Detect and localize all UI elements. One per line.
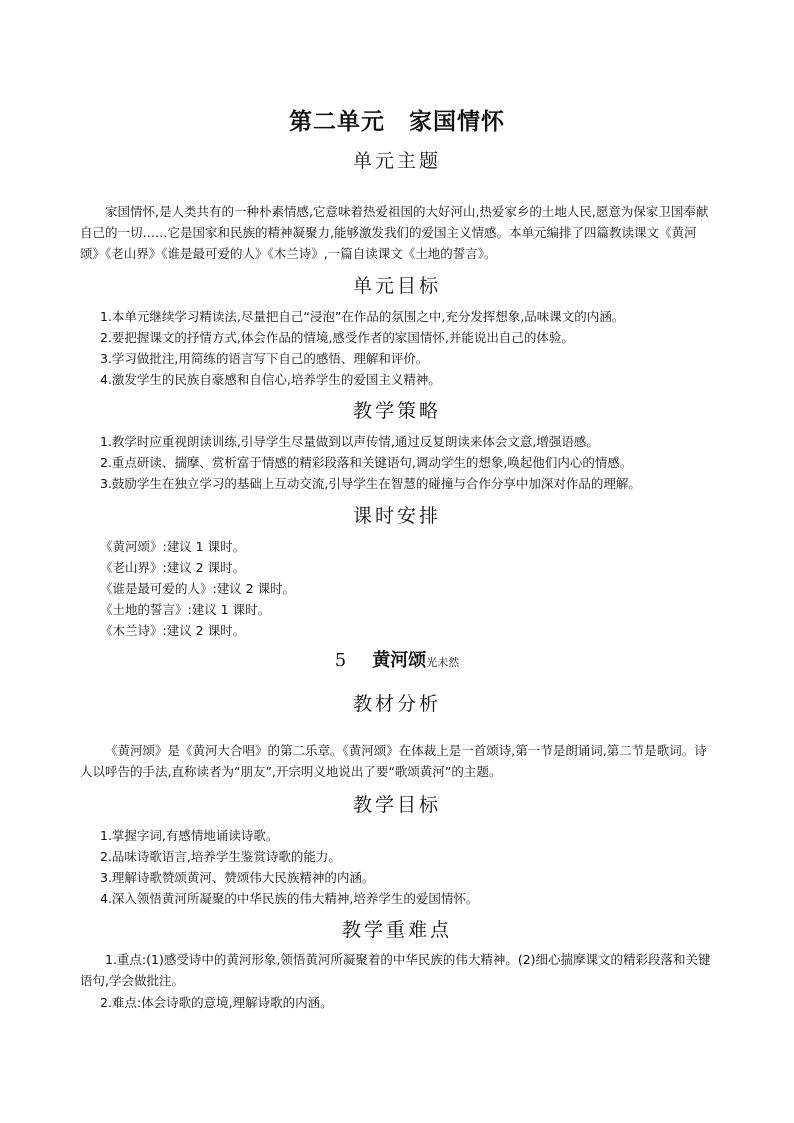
unit-theme-paragraph: 家国情怀,是人类共有的一种朴素情感,它意味着热爱祖国的大好河山,热爱家乡的土地人民,愿意为保家卫国奉献自己的一切……它是国家和民族的精神凝聚力,能够激发我们的爱国主义情感。本单元编排了四篇教读课文《黄河颂》《老山界》《谁是最可爱的人》《木兰诗》,一篇自读课文《土地的誓言》。 bbox=[80, 204, 709, 261]
strategy-item: 1.教学时应重视朗读训练,引导学生尽量做到以声传情,通过反复朗读来体会文意,增强语感。 bbox=[100, 434, 599, 449]
heading-teaching-strategy: 教学策略 bbox=[352, 400, 441, 422]
teaching-goal-item: 2.品味诗歌语言,培养学生鉴赏诗歌的能力。 bbox=[100, 849, 341, 864]
heading-schedule: 课时安排 bbox=[352, 505, 441, 527]
unit-title: 第二单元 家国情怀 bbox=[289, 109, 505, 135]
schedule-item: 《谁是最可爱的人》:建议 2 课时。 bbox=[100, 581, 296, 596]
teaching-goal-item: 1.掌握字词,有感情地诵读诗歌。 bbox=[100, 828, 279, 843]
unit-goal-item: 2.要把握课文的抒情方式,体会作品的情境,感受作者的家国情怀,并能说出自己的体验。 bbox=[100, 330, 574, 345]
heading-unit-goals: 单元目标 bbox=[352, 275, 441, 297]
lesson-author: 光未然 bbox=[426, 656, 460, 669]
heading-teaching-goals: 教学目标 bbox=[352, 794, 441, 816]
unit-goal-item: 4.激发学生的民族自豪感和自信心,培养学生的爱国主义精神。 bbox=[100, 372, 441, 387]
strategy-item: 2.重点研读、揣摩、赏析富于情感的精彩段落和关键语句,调动学生的想象,唤起他们内心的情感。 bbox=[100, 455, 633, 470]
schedule-item: 《黄河颂》:建议 1 课时。 bbox=[100, 539, 246, 554]
heading-key-difficult-points: 教学重难点 bbox=[341, 919, 452, 941]
lesson-title: 黄河颂 bbox=[372, 650, 427, 671]
teaching-goal-item: 4.深入领悟黄河所凝聚的中华民族的伟大精神,培养学生的爱国情怀。 bbox=[100, 891, 479, 906]
unit-goal-item: 3.学习做批注,用简练的语言写下自己的感悟、理解和评价。 bbox=[100, 351, 429, 366]
difficult-point-item: 2.难点:体会诗歌的意境,理解诗歌的内涵。 bbox=[100, 995, 333, 1010]
key-point-paragraph: 1.重点:(1)感受诗中的黄河形象,领悟黄河所凝聚着的中华民族的伟大精神。(2)细心揣摩课文的精彩段落和关键语句,学会做批注。 bbox=[80, 952, 711, 988]
lesson-heading bbox=[0, 646, 794, 672]
schedule-item: 《老山界》:建议 2 课时。 bbox=[100, 560, 246, 575]
heading-material-analysis: 教材分析 bbox=[352, 693, 441, 715]
teaching-goal-item: 3.理解诗歌赞颂黄河、赞颂伟大民族精神的内涵。 bbox=[100, 870, 375, 885]
heading-unit-theme: 单元主题 bbox=[352, 150, 441, 172]
lesson-number: 5 bbox=[334, 650, 347, 671]
material-analysis-paragraph: 《黄河颂》是《黄河大合唱》的第二乐章。《黄河颂》在体裁上是一首颂诗,第一节是朗诵词,第二节是歌词。诗人以呼告的手法,直称读者为“朋友”,开宗明义地说出了要“歌颂黄河”的主题。 bbox=[80, 743, 707, 779]
schedule-item: 《土地的誓言》:建议 1 课时。 bbox=[100, 602, 271, 617]
schedule-item: 《木兰诗》:建议 2 课时。 bbox=[100, 623, 246, 638]
strategy-item: 3.鼓励学生在独立学习的基础上互动交流,引导学生在智慧的碰撞与合作分享中加深对作品的理解。 bbox=[100, 476, 641, 491]
unit-goal-item: 1.本单元继续学习精读法,尽量把自己“浸泡”在作品的氛围之中,充分发挥想象,品味课文的内涵。 bbox=[100, 309, 625, 324]
